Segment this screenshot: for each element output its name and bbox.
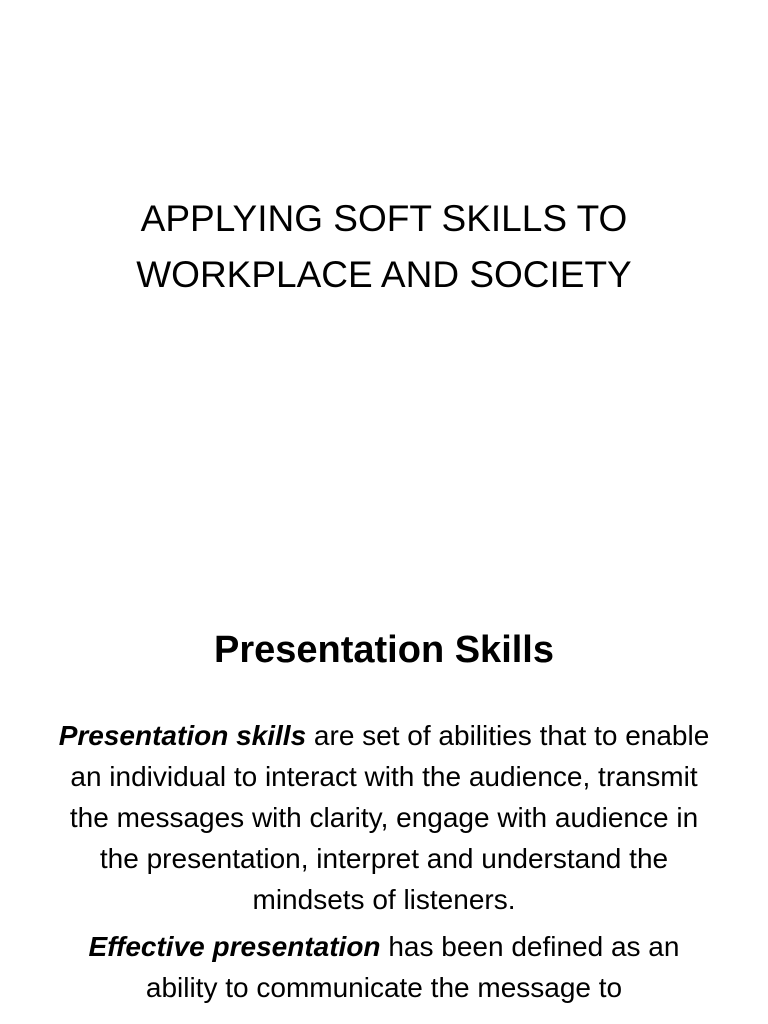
paragraph-effective — [56, 926, 712, 1008]
slide-body — [56, 715, 712, 1014]
title-line-2: WORKPLACE AND SOCIETY — [136, 254, 632, 295]
slide-heading: Presentation Skills — [213, 629, 554, 671]
paragraph-definition — [56, 715, 712, 920]
effective-text: has been defined as an ability to communicate the message to — [145, 931, 680, 1003]
slide-presentation-skills — [0, 576, 768, 1024]
term-presentation-skills: Presentation skills — [58, 720, 307, 751]
title-line-1: APPLYING SOFT SKILLS TO — [140, 198, 628, 239]
term-effective-presentation: Effective presentation — [88, 931, 381, 962]
slide-title-heading — [0, 191, 768, 303]
definition-text: are set of abilities that to enable an individual to interact with the audience, transmit the messages with clarity, engage with audience in the presentation, interpret and understand the mindsets of listeners. — [69, 720, 710, 915]
